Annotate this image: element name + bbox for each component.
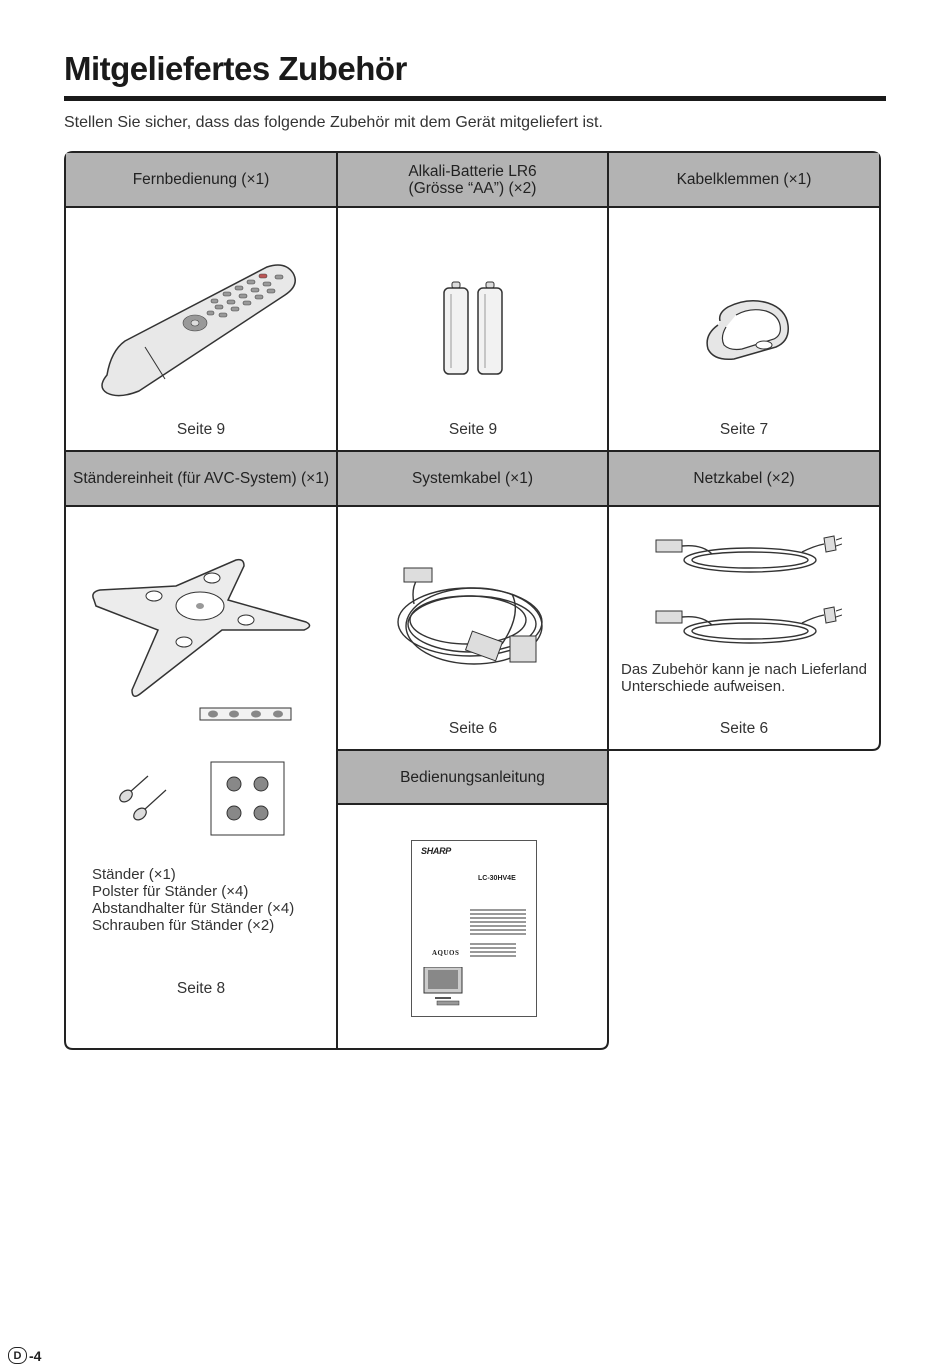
power-cable-note [621, 661, 867, 695]
page-title: Mitgeliefertes Zubehör [64, 50, 407, 87]
header-manual: Bedienungsanleitung [338, 751, 607, 803]
page-ref-remote: Seite 9 [176, 421, 226, 438]
spacer-strip-icon [199, 706, 292, 722]
cushion-pads-icon [210, 761, 285, 836]
power-cable-note-line2: Unterschiede aufweisen. [621, 678, 786, 695]
power-cable-icon [652, 532, 842, 578]
stand-list-item: Schrauben für Ständer (×2) [92, 917, 275, 934]
page-footer [8, 1347, 41, 1364]
cable-clamp-icon [698, 295, 793, 365]
page-ref-stand: Seite 8 [176, 980, 226, 997]
battery-icon [438, 280, 508, 378]
intro-text: Stellen Sie sicher, dass das folgende Zubehör mit dem Gerät mitgeliefert ist. [64, 114, 603, 131]
header-clamps: Kabelklemmen (×1) [609, 153, 879, 206]
page-number: -4 [29, 1347, 42, 1364]
stand-contents-list [92, 866, 294, 934]
page-ref-clamps: Seite 7 [719, 421, 769, 438]
header-battery [338, 153, 607, 206]
screws-icon [112, 772, 172, 832]
system-cable-icon [392, 564, 558, 676]
manual-brand: SHARP [421, 846, 452, 856]
header-system-cable: Systemkabel (×1) [338, 452, 607, 505]
stand-list-item: Polster für Ständer (×4) [92, 883, 249, 900]
header-battery-line1: Alkali-Batterie LR6 [408, 162, 537, 180]
stand-list-item: Ständer (×1) [92, 866, 176, 883]
stand-list-item: Abstandhalter für Ständer (×4) [92, 900, 295, 917]
header-stand: Ständereinheit (für AVC-System) (×1) [66, 452, 336, 505]
page-ref-system-cable: Seite 6 [448, 720, 498, 737]
header-remote: Fernbedienung (×1) [66, 153, 336, 206]
manual-cover-icon [411, 840, 537, 1017]
header-battery-line2: (Grösse “AA”) (×2) [408, 179, 537, 197]
page-ref-battery: Seite 9 [448, 421, 498, 438]
header-power-cable: Netzkabel (×2) [609, 452, 879, 505]
page-ref-power-cable: Seite 6 [719, 720, 769, 737]
remote-control-icon [95, 255, 305, 405]
tv-icon [423, 967, 463, 1007]
manual-series: AQUOS [432, 949, 460, 957]
manual-text-lines [470, 909, 528, 961]
language-badge: D [8, 1347, 27, 1364]
power-cable-icon [652, 603, 842, 649]
stand-base-icon [88, 556, 313, 701]
power-cable-note-line1: Das Zubehör kann je nach Lieferland [621, 661, 867, 678]
manual-model: LC-30HV4E [478, 875, 516, 882]
